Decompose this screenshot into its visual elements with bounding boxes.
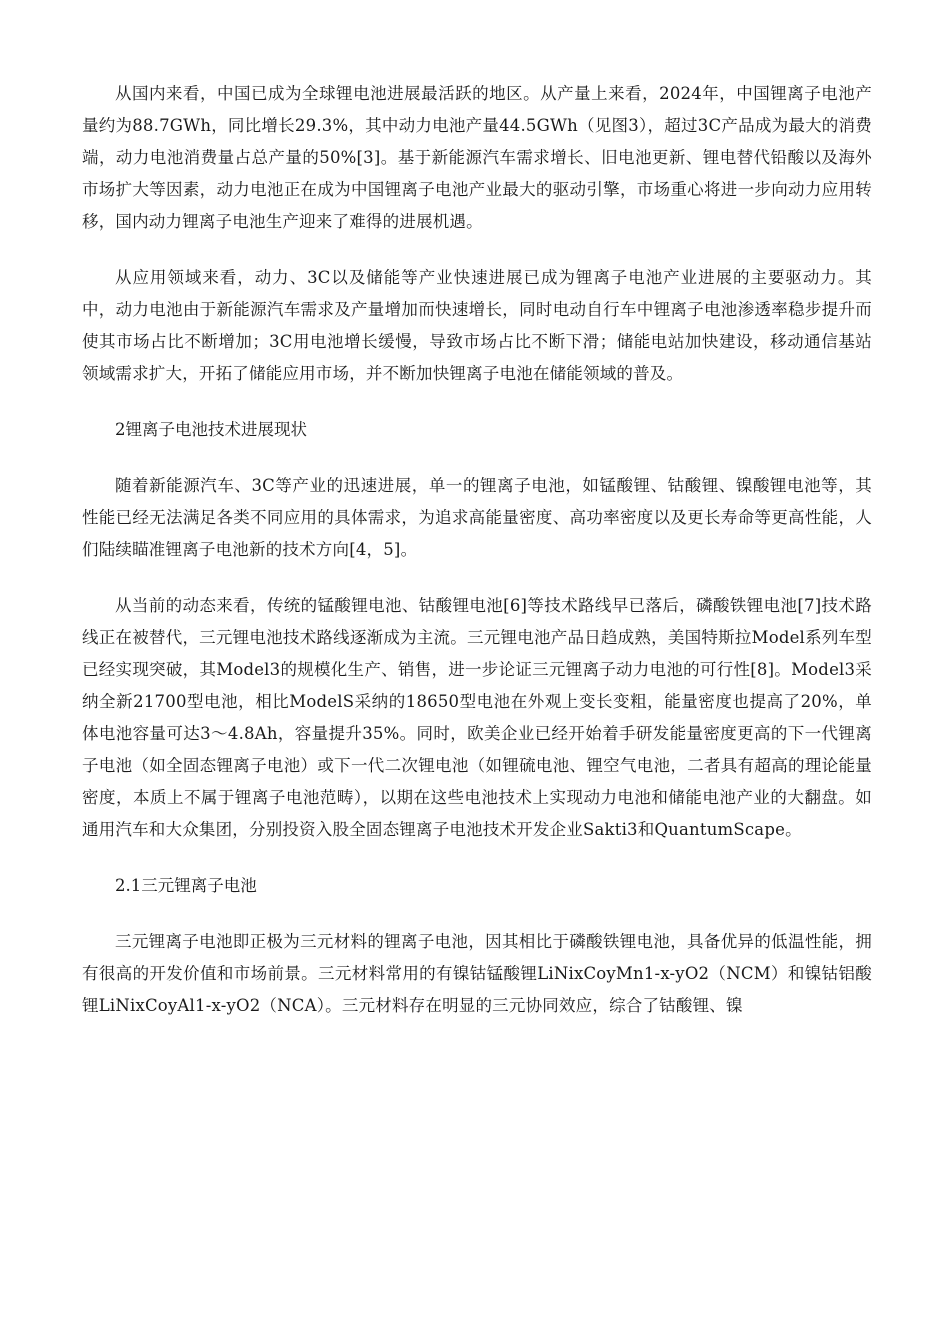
section-heading-2: 2锂离子电池技术进展现状 bbox=[115, 420, 307, 439]
paragraph-ternary-battery: 三元锂离子电池即正极为三元材料的锂离子电池，因其相比于磷酸铁锂电池，具备优异的低温性能，拥有很高的开发价值和市场前景。三元材料常用的有镍钴锰酸锂LiNixCoyMn1-x-yO2（NCM）和镍钴铝酸锂LiNixCoyAl1-x-yO2（NCA）。三元材料存在明显的三元协同效应，综合了钴酸锂、镍 bbox=[82, 932, 872, 1015]
paragraph-new-directions: 随着新能源汽车、3C等产业的迅速进展，单一的锂离子电池，如锰酸锂、钴酸锂、镍酸锂电池等，其性能已经无法满足各类不同应用的具体需求，为追求高能量密度、高功率密度以及更长寿命等更高性能，人们陆续瞄准锂离子电池新的技术方向[4，5]。 bbox=[82, 476, 872, 559]
section-heading-2-1: 2.1三元锂离子电池 bbox=[115, 876, 257, 895]
paragraph-current-trends: 从当前的动态来看，传统的锰酸锂电池、钴酸锂电池[6]等技术路线早已落后，磷酸铁锂电池[7]技术路线正在被替代，三元锂电池技术路线逐渐成为主流。三元锂电池产品日趋成熟，美国特斯拉Model系列车型已经实现突破，其Model3的规模化生产、销售，进一步论证三元锂离子动力电池的可行性[8]。Model3采纳全新21700型电池，相比ModelS采纳的18650型电池在外观上变长变粗，能量密度也提高了20%，单体电池容量可达3～4.8Ah，容量提升35%。同时，欧美企业已经开始着手研发能量密度更高的下一代锂离子电池（如全固态锂离子电池）或下一代二次锂电池（如锂硫电池、锂空气电池，二者具有超高的理论能量密度，本质上不属于锂离子电池范畴），以期在这些电池技术上实现动力电池和储能电池产业的大翻盘。如通用汽车和大众集团，分别投资入股全固态锂离子电池技术开发企业Sakti3和QuantumScape。 bbox=[82, 596, 872, 839]
document-page bbox=[82, 78, 872, 1046]
paragraph-application-fields: 从应用领域来看，动力、3C以及储能等产业快速进展已成为锂离子电池产业进展的主要驱动力。其中，动力电池由于新能源汽车需求及产量增加而快速增长，同时电动自行车中锂离子电池渗透率稳步提升而使其市场占比不断增加；3C用电池增长缓慢，导致市场占比不断下滑；储能电站加快建设，移动通信基站领域需求扩大，开拓了储能应用市场，并不断加快锂离子电池在储能领域的普及。 bbox=[82, 268, 872, 383]
paragraph-domestic-overview: 从国内来看，中国已成为全球锂电池进展最活跃的地区。从产量上来看，2024年，中国锂离子电池产量约为88.7GWh，同比增长29.3%，其中动力电池产量44.5GWh（见图3），超过3C产品成为最大的消费端，动力电池消费量占总产量的50%[3]。基于新能源汽车需求增长、旧电池更新、锂电替代铅酸以及海外市场扩大等因素，动力电池正在成为中国锂离子电池产业最大的驱动引擎，市场重心将进一步向动力应用转移，国内动力锂离子电池生产迎来了难得的进展机遇。 bbox=[82, 84, 872, 231]
